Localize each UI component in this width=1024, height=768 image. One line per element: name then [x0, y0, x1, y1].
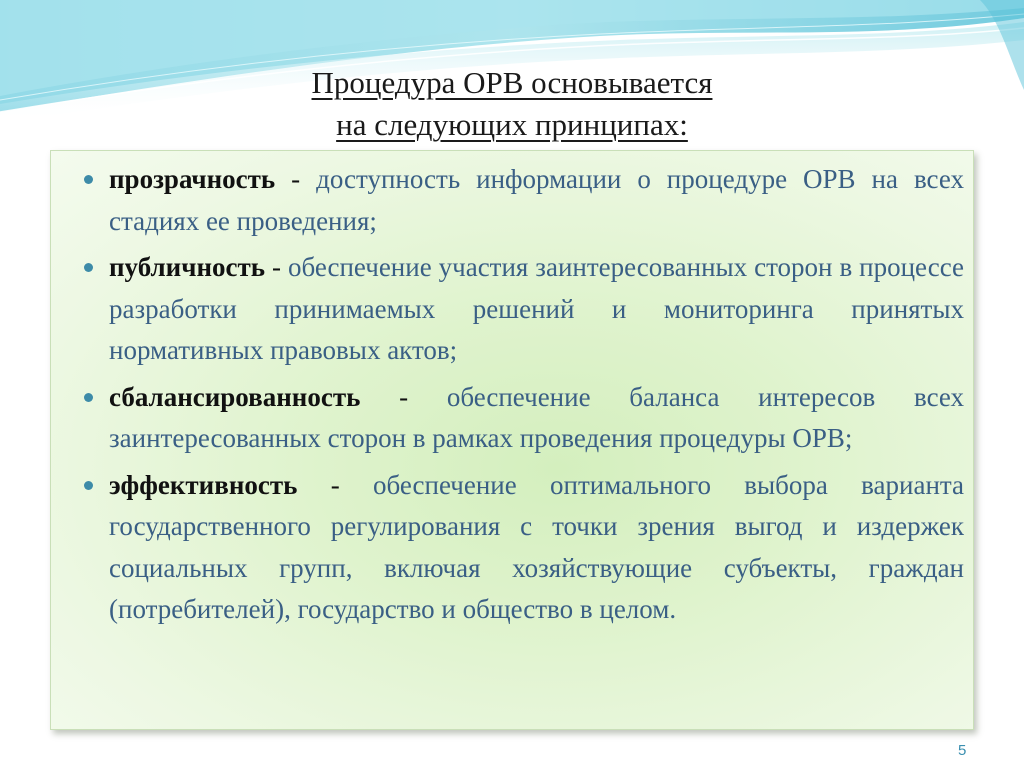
bullet-icon: [84, 393, 93, 402]
principle-description: доступность информации о процедуре ОРВ на всех стадиях ее проведения;: [109, 164, 964, 236]
dash-separator: -: [272, 252, 281, 282]
page-number: 5: [958, 742, 967, 759]
title-line-1: Процедура ОРВ основывается: [311, 65, 713, 100]
principle-term: прозрачность: [109, 164, 276, 194]
dash-separator: -: [291, 164, 301, 194]
principles-list: [109, 159, 964, 636]
principle-description: обеспечение участия заинтересованных сторон в процессе разработки принимаемых решений и мониторинга принятых нормативных правовых актов;: [109, 252, 964, 365]
list-item: [109, 247, 964, 372]
bullet-icon: [84, 175, 93, 184]
principle-term: эффективность: [109, 469, 298, 500]
list-item: [109, 159, 964, 242]
bullet-icon: [84, 481, 93, 490]
principle-description: обеспечение оптимального выбора варианта государственного регулирования с точки зрения выгод и издержек социальных групп, включая хозяйствующие субъекты, граждан (потребителей), государство и общество в целом.: [109, 469, 965, 624]
principle-description: обеспечение баланса интересов всех заинтересованных сторон в рамках проведения процедуры ОРВ;: [109, 381, 965, 453]
list-item: [109, 377, 964, 460]
list-item: [109, 465, 964, 631]
principles-panel: [50, 150, 974, 730]
title-line-2: на следующих принципах:: [336, 107, 688, 142]
dash-separator: -: [330, 469, 340, 500]
principle-term: сбалансированность: [109, 381, 361, 412]
principle-term: публичность: [109, 252, 266, 282]
slide-title: [0, 62, 1024, 146]
dash-separator: -: [399, 381, 409, 412]
bullet-icon: [84, 263, 93, 272]
